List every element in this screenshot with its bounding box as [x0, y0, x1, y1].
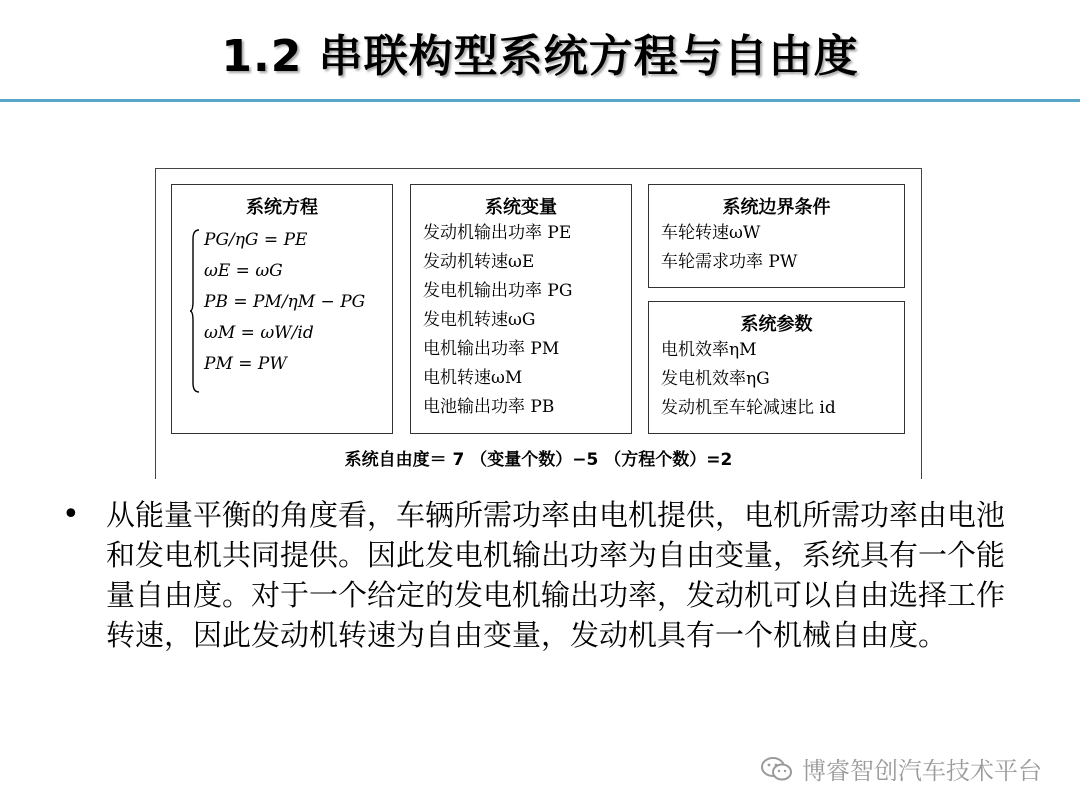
- equation: ωM = ωW/id: [204, 323, 314, 343]
- variables-heading: 系统变量: [485, 197, 557, 218]
- boundary-box: [648, 184, 905, 288]
- variable-item: 发电机输出功率 PG: [423, 281, 573, 301]
- equations-heading: 系统方程: [246, 197, 318, 218]
- variables-box: [410, 184, 632, 434]
- watermark-text: 博睿智创汽车技术平台: [802, 757, 1042, 785]
- degrees-of-freedom-line: 系统自由度＝ 7 （变量个数）−5 （方程个数）=2: [344, 450, 733, 470]
- boundary-item: 车轮需求功率 PW: [661, 252, 798, 272]
- bullet-icon: •: [62, 497, 80, 532]
- variable-item: 发动机输出功率 PE: [423, 223, 572, 243]
- watermark: [760, 751, 1042, 786]
- title-divider: [0, 99, 1080, 102]
- variable-item: 发电机转速ωG: [423, 310, 536, 330]
- equation: PB = PM/ηM − PG: [204, 292, 366, 312]
- variable-item: 电机转速ωM: [423, 368, 523, 388]
- system-diagram: [155, 168, 922, 479]
- equation: ωE = ωG: [204, 261, 283, 281]
- boundary-item: 车轮转速ωW: [661, 223, 761, 243]
- equations-list: [192, 225, 392, 380]
- variable-item: 发动机转速ωE: [423, 252, 535, 272]
- boundary-heading: 系统边界条件: [722, 197, 831, 218]
- equation: PG/ηG = PE: [204, 230, 308, 250]
- equation: PM = PW: [204, 354, 287, 374]
- variable-item: 电池输出功率 PB: [423, 397, 555, 417]
- bullet-text: 从能量平衡的角度看，车辆所需功率由电机提供，电机所需功率由电池和发电机共同提供。因此发电机输出功率为自由变量，系统具有一个能量自由度。对于一个给定的发电机输出功率，发动机可以自由选择工作转速，因此发动机转速为自由变量，发动机具有一个机械自由度。: [106, 498, 1006, 652]
- param-item: 发电机效率ηG: [661, 369, 770, 389]
- params-box: [648, 301, 905, 434]
- variable-item: 电机输出功率 PM: [423, 339, 560, 359]
- wechat-icon: [760, 756, 794, 782]
- param-item: 发动机至车轮减速比 id: [661, 398, 836, 418]
- equations-box: [171, 184, 393, 434]
- page-title: 1.2 串联构型系统方程与自由度: [221, 31, 859, 82]
- param-item: 电机效率ηM: [661, 340, 757, 360]
- brace-icon: [190, 229, 200, 393]
- params-heading: 系统参数: [740, 314, 813, 335]
